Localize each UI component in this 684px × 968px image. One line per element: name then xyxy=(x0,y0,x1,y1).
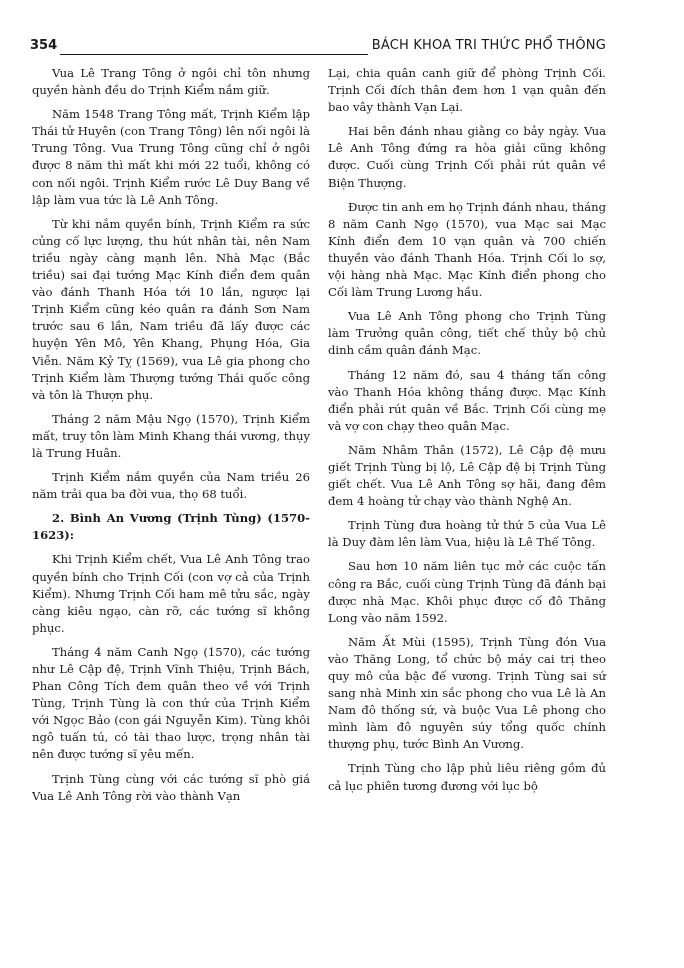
paragraph: Vua Lê Anh Tông phong cho Trịnh Tùng làm Trưởng quân công, tiết chế thủy bộ chủ dinh cầm quân đánh Mạc. xyxy=(328,309,606,358)
paragraph: Trịnh Tùng cùng với các tướng sĩ phò giá Vua Lê Anh Tông rời vào thành Vạn xyxy=(32,771,310,803)
page-number: 354 xyxy=(30,38,58,53)
paragraph: Hai bên đánh nhau giằng co bảy ngày. Vua Lê Anh Tông đứng ra hòa giải cũng không được. Cuối cùng Trịnh Cối phải rút quân về Biện Thượng. xyxy=(328,124,606,190)
paragraph: Khi Trịnh Kiểm chết, Vua Lê Anh Tông trao quyền bính cho Trịnh Cối (con vợ cả của Trịnh Kiểm). Nhưng Trịnh Cối ham mê tửu sắc, ngày càng kiêu ngạo, càn rỡ, các tướng sĩ không phục. xyxy=(32,552,310,635)
right-column xyxy=(328,65,606,802)
paragraph-continued: Lại, chia quân canh giữ để phòng Trịnh Cối. Trịnh Cối đích thân đem hơn 1 vạn quân đến bao vây thành Vạn Lại. xyxy=(328,66,606,115)
paragraph: Năm 1548 Trang Tông mất, Trịnh Kiểm lập Thái tử Huyên (con Trang Tông) lên nối ngôi là Trung Tông. Vua Trung Tông cũng chỉ ở ngôi được 8 năm thì mất khi mới 22 tuổi, không có con nối ngôi. Trịnh Kiểm rước Lê Duy Bang về lập làm vua tức là Lê Anh Tông. xyxy=(32,107,310,207)
paragraph: Sau hơn 10 năm liên tục mở các cuộc tấn công ra Bắc, cuối cùng Trịnh Tùng đã đánh bại được nhà Mạc. Khôi phục được cố đô Thăng Long vào năm 1592. xyxy=(328,559,606,625)
paragraph: Trịnh Tùng cho lập phủ liêu riêng gồm đủ cả lục phiên tương đương với lục bộ xyxy=(328,761,606,793)
paragraph: Tháng 2 năm Mậu Ngọ (1570), Trịnh Kiểm mất, truy tôn làm Minh Khang thái vương, thụy là Trung Huân. xyxy=(32,411,310,460)
paragraph: Trịnh Kiểm nắm quyền của Nam triều 26 năm trải qua ba đời vua, thọ 68 tuổi. xyxy=(32,470,310,502)
paragraph: Năm Ất Mùi (1595), Trịnh Tùng đón Vua vào Thăng Long, tổ chức bộ máy cai trị theo quy mô của bậc đế vương. Trịnh Tùng sai sứ sang nhà Minh xin sắc phong cho vua Lê là An Nam đô thống sứ, và buộc Vua Lê phong cho mình làm đô nguyên súy tổng quốc chính thượng phụ, tước Bình An Vương. xyxy=(328,634,606,752)
paragraph: Từ khi nắm quyền bính, Trịnh Kiểm ra sức củng cố lực lượng, thu hút nhân tài, nên Nam triều ngày càng mạnh lên. Nhà Mạc (Bắc triều) sai đại tướng Mạc Kính điển đem quân vào đánh Thanh Hóa tới 10 lần, ngược lại Trịnh Kiểm cũng kéo quân ra đánh Sơn Nam trước sau 6 lần, Nam triều đã lấy được các huyện Yên Mô, Yên Khang, Phụng Hóa, Gia Viễn. Năm Kỷ Tỵ (1569), vua Lê gia phong cho Trịnh Kiểm làm Thượng tướng Thái quốc công và tôn là Thượn phụ. xyxy=(32,216,310,402)
paragraph: Trịnh Tùng đưa hoàng tử thứ 5 của Vua Lê là Duy đàm lên làm Vua, hiệu là Lê Thế Tông. xyxy=(328,518,606,550)
paragraph: Vua Lê Trang Tông ở ngôi chỉ tôn nhưng quyền hành đều do Trịnh Kiểm nắm giữ. xyxy=(32,66,310,98)
paragraph: Tháng 4 năm Canh Ngọ (1570), các tướng như Lê Cập đệ, Trịnh Vĩnh Thiệu, Trịnh Bách, Phan Công Tích đem quân theo về với Trịnh Tùng, Trịnh Tùng là con thứ của Trịnh Kiểm với Ngọc Bảo (con gái Nguyễn Kim). Tùng khôi ngô tuấn tú, có tài thao lược, trọng nhân tài nên được tướng sĩ yêu mến. xyxy=(32,644,310,762)
section-heading: 2. Bình An Vương (Trịnh Tùng) (1570-1623): xyxy=(32,511,310,543)
paragraph: Được tin anh em họ Trịnh đánh nhau, tháng 8 năm Canh Ngọ (1570), vua Mạc sai Mạc Kính điển đem 10 vạn quân và 700 chiến thuyền vào đánh Thanh Hóa. Trịnh Cối lo sợ, vội hàng nhà Mạc. Mạc Kính điển phong cho Cối làm Trung Lương hầu. xyxy=(328,199,606,300)
paragraph: Tháng 12 năm đó, sau 4 tháng tấn công vào Thanh Hóa không thắng được. Mạc Kính điển phải rút quân về Bắc. Trịnh Cối cùng mẹ và vợ con chạy theo quân Mạc. xyxy=(328,367,606,433)
page-header xyxy=(30,38,606,60)
header-rule xyxy=(60,54,368,55)
paragraph: Năm Nhâm Thân (1572), Lê Cập đệ mưu giết Trịnh Tùng bị lộ, Lê Cập đệ bị Trịnh Tùng giết chết. Vua Lê Anh Tông sợ hãi, đang đêm đem 4 hoàng tử chạy vào thành Nghệ An. xyxy=(328,442,606,509)
running-title: BÁCH KHOA TRI THỨC PHỔ THÔNG xyxy=(371,38,606,53)
left-column xyxy=(32,65,310,812)
